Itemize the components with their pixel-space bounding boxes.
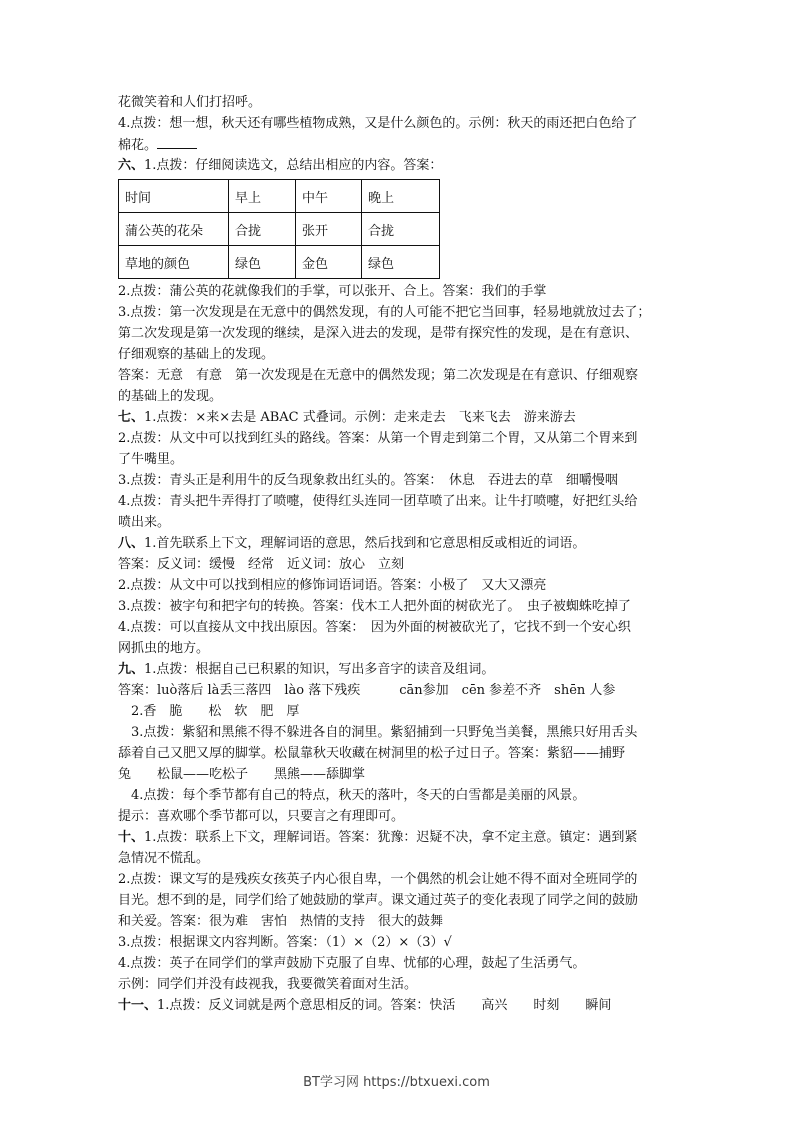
text-line: 3.点拨：被字句和把字句的转换。答案：伐木工人把外面的树砍光了。 虫子被蜘蛛吃掉了	[118, 599, 631, 614]
text-line: 3.点拨：第一次发现是在无意中的偶然发现，有的人可能不把它当回事，轻易地就放过去了；	[118, 305, 651, 320]
text-line: 答案：luò落后 là丢三落四 lào 落下残疾 cān参加 cēn 参差不齐 shēn 人参	[118, 683, 616, 698]
table-cell: 绿色	[229, 246, 296, 279]
text-line: 喷出来。	[118, 515, 171, 530]
table-cell: 早上	[229, 180, 296, 213]
table-cell: 晚上	[362, 180, 440, 213]
text-line: 第二次发现是第一次发现的继续，是深入进去的发现，是带有探究性的发现，是在有意识、	[118, 326, 639, 341]
table-cell: 蒲公英的花朵	[119, 213, 229, 246]
table-row	[119, 213, 440, 246]
text-line: 2.点拨：从文中可以找到相应的修饰词语词语。答案：小极了 又大又漂亮	[118, 578, 547, 593]
answer-table	[118, 179, 440, 279]
text-line: 了牛嘴里。	[118, 452, 184, 467]
section-6-heading: 六、1.点拨：仔细阅读选文，总结出相应的内容。答案：	[118, 158, 443, 173]
text-line: 2.点拨：从文中可以找到红头的路线。答案：从第一个胃走到第二个胃，又从第二个胃来到	[118, 431, 638, 446]
text-line: 和关爱。答案：很为难 害怕 热情的支持 很大的鼓舞	[118, 914, 444, 929]
text-line: 棉花。	[118, 134, 688, 155]
table-cell: 合拢	[362, 213, 440, 246]
table-row	[119, 246, 440, 279]
text-line: 4.点拨：想一想，秋天还有哪些植物成熟，又是什么颜色的。示例：秋天的雨还把白色给了	[118, 116, 638, 131]
text-line: 兔 松鼠——吃松子 黑熊——舔脚掌	[118, 767, 366, 782]
text-line: 4.点拨：英子在同学们的掌声鼓励下克服了自卑、忧郁的心理，鼓起了生活勇气。	[118, 956, 586, 971]
section-number: 七、	[118, 410, 145, 425]
text-line: 2.点拨：课文写的是残疾女孩英子内心很自卑，一个偶然的机会让她不得不面对全班同学的	[118, 872, 638, 887]
text-line: 3.点拨：根据课文内容判断。答案：（1）×（2）×（3）√	[118, 935, 452, 950]
text-line: 仔细观察的基础上的发现。	[118, 347, 275, 362]
text-line: 3.点拨：青头正是利用牛的反刍现象救出红头的。答案： 休息 吞进去的草 细嚼慢咽	[118, 473, 618, 488]
text-line: 目光。想不到的是，同学们给了她鼓励的掌声。课文通过英子的变化表现了同学之间的鼓励	[118, 893, 639, 908]
text-line: 2.香 脆 松 软 肥 厚	[118, 704, 300, 719]
table-cell: 草地的颜色	[119, 246, 229, 279]
section-8-heading: 八、1.首先联系上下文，理解词语的意思，然后找到和它意思相反或相近的词语。	[118, 536, 586, 551]
table-row	[119, 180, 440, 213]
table-cell: 绿色	[362, 246, 440, 279]
text-line: 示例：同学们并没有歧视我，我要微笑着面对生活。	[118, 977, 418, 992]
text-line: 4.点拨：可以直接从文中找出原因。答案： 因为外面的树被砍光了，它找不到一个安心织	[118, 620, 631, 635]
table-cell: 中午	[296, 180, 362, 213]
text-line: 提示：喜欢哪个季节都可以，只要言之有理即可。	[118, 809, 405, 824]
section-number: 九、	[118, 662, 145, 677]
section-10-heading: 十、1.点拨：联系上下文，理解词语。答案：犹豫：迟疑不决，拿不定主意。镇定：遇到紧	[118, 830, 638, 845]
text-line: 花微笑着和人们打招呼。	[118, 95, 262, 110]
text-line: 答案：无意 有意 第一次发现是在无意中的偶然发现；第二次发现是在有意识、仔细观察	[118, 368, 639, 383]
text-line: 4.点拨：青头把牛弄得打了喷嚏，使得红头连同一团草喷了出来。让牛打喷嚏，好把红头给	[118, 494, 638, 509]
section-number: 十一、	[118, 998, 158, 1013]
section-9-heading: 九、1.点拨：根据自己已积累的知识，写出多音字的读音及组词。	[118, 662, 495, 677]
text-line: 急情况不慌乱。	[118, 851, 210, 866]
text-line: 2.点拨：蒲公英的花就像我们的手掌，可以张开、合上。答案：我们的手掌	[118, 284, 547, 299]
section-number: 八、	[118, 536, 145, 551]
text-line: 舔着自己又肥又厚的脚掌。松鼠靠秋天收藏在树洞里的松子过日子。答案：紫貂——捕野	[118, 746, 626, 761]
text-line: 3.点拨：紫貂和黑熊不得不躲进各自的洞里。紫貂捕到一只野兔当美餐，黑熊只好用舌头	[118, 725, 638, 740]
answer-blank	[157, 134, 197, 149]
section-7-heading: 七、1.点拨：×来×去是 ABAC 式叠词。示例：走来走去 飞来飞去 游来游去	[118, 410, 576, 425]
table-cell: 合拢	[229, 213, 296, 246]
section-11-heading: 十一、1.点拨：反义词就是两个意思相反的词。答案：快活 高兴 时刻 瞬间	[118, 998, 612, 1013]
text-line: 的基础上的发现。	[118, 389, 223, 404]
table-cell: 时间	[119, 180, 229, 213]
table-cell: 金色	[296, 246, 362, 279]
table-cell: 张开	[296, 213, 362, 246]
footer-watermark: BT学习网 https://btxuexi.com	[303, 1075, 490, 1090]
section-number: 十、	[118, 830, 145, 845]
text-line: 网抓虫的地方。	[118, 641, 210, 656]
text-line: 4.点拨：每个季节都有自己的特点，秋天的落叶，冬天的白雪都是美丽的风景。	[118, 788, 586, 803]
text-line: 答案：反义词：缓慢 经常 近义词：放心 立刻	[118, 557, 405, 572]
document-body	[118, 92, 688, 1016]
section-number: 六、	[118, 158, 145, 173]
